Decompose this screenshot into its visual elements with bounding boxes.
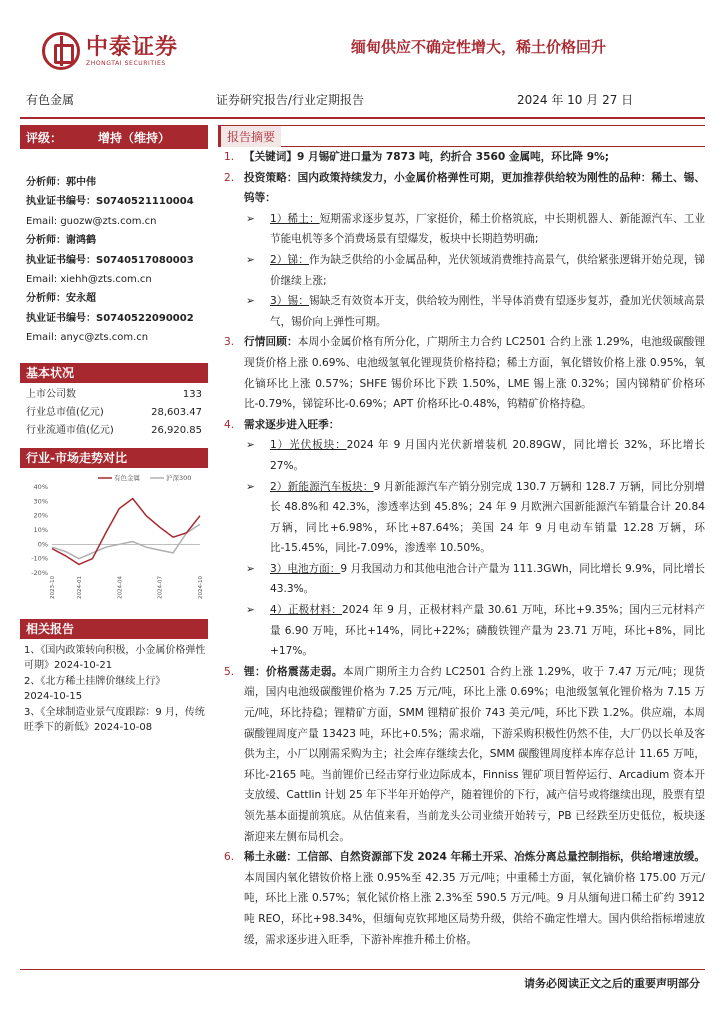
- bullet-arrow-icon: ➢: [246, 212, 255, 225]
- analyst-cert-label: 执业证书编号：: [26, 196, 96, 208]
- related-report-item[interactable]: [24, 643, 206, 674]
- analyst-list: [20, 173, 208, 348]
- item-text: 本周广期所主力合约 LC2501 合约上涨 1.29%，收于 7.47 万元/吨；现货端，国内电池级碳酸锂价格为 7.25 万元/吨，环比上涨 0.69%；电池级氢氧化锂价格为 7.15 万元/吨，环比持稳；锂精矿方面，SMM 锂精矿报价 743 美元/吨，环比下跌 1.2%。供应端，本周碳酸锂周度产量 13423 吨，环比+0.5%；需求端，下游采购积极性仍然不佳，大厂仍以长单及客供为主，小厂以刚需采购为主；社会库存继续去化，SMM 碳酸锂周度样本库存总计 11.65 万吨，环比-2165 吨。当前锂价已经击穿行业边际成本，Finniss 锂矿项目暂停运行、Arcadium 资本开支放缓、Cattlin 计划 25 年下半年开始停产，随着锂价的下行，减产信号或将继续出现，股票有望领先基本面提前筑底。从估值来看，当前龙头公司业绩开始转亏，PB 已经跌至历史低位，板块逐渐迎来左侧布局机会。: [244, 665, 706, 843]
- item-heading: 锂：价格震荡走弱。: [244, 665, 343, 678]
- stats-row: [26, 422, 202, 440]
- stats-value: 133: [182, 388, 202, 400]
- trend-heading: 行业-市场走势对比: [20, 448, 208, 468]
- stats-row: [26, 404, 202, 422]
- logo-en-text: ZHONGTAI SECURITIES: [86, 59, 166, 67]
- analyst-name-label: 分析师：: [26, 235, 66, 247]
- summary-item: [218, 662, 705, 847]
- related-report-date: 2024-10-08: [94, 722, 153, 734]
- analyst-name: 郭中伟: [66, 177, 96, 188]
- header-divider: [20, 117, 705, 119]
- summary-item: [218, 332, 705, 414]
- related-report-title[interactable]: 3、《全球制造业景气度跟踪：9 月，传统旺季下的新低》: [24, 706, 205, 734]
- analyst-name: 安永超: [66, 293, 96, 305]
- related-reports: [20, 639, 208, 737]
- y-tick-label: -20%: [31, 568, 48, 577]
- analyst-email-label: Email:: [26, 215, 58, 227]
- analyst-cert: S0740521110004: [96, 196, 194, 208]
- summary-tab-bar: [218, 125, 705, 147]
- item-heading: 稀土永磁：工信部、自然资源部下发 2024 年稀土开采、冶炼分离总量控制指标，供给增速放缓。: [244, 851, 705, 864]
- bullet-arrow-icon: ➢: [246, 604, 255, 617]
- related-report-item[interactable]: [24, 705, 206, 736]
- basic-status-heading: 基本状况: [20, 363, 208, 383]
- trend-chart: [20, 471, 208, 601]
- analyst-email-label: Email:: [26, 273, 58, 285]
- item-number: 3.: [224, 336, 235, 349]
- stats-label: 行业总市值(亿元): [26, 406, 104, 418]
- analyst-name-label: 分析师：: [26, 293, 66, 305]
- legend-label-index: 沪深300: [166, 473, 192, 482]
- logo-cn-text: 中泰证券: [86, 34, 179, 60]
- related-report-date: 2024-10-21: [54, 660, 113, 672]
- stats-row: [26, 386, 202, 404]
- sidebar: [20, 125, 208, 736]
- bullet-arrow-icon: ➢: [246, 295, 255, 308]
- item-heading: 行情回顾：: [244, 336, 298, 349]
- stats-label: 行业流通市值(亿元): [26, 424, 114, 436]
- rating-box: [20, 125, 208, 149]
- sub-item: [244, 250, 705, 291]
- sub-item-text: 2024 年 9 月国内光伏新增装机 20.89GW，同比增长 32%，环比增长 27%。: [270, 439, 705, 472]
- sub-item-label: 1）稀土：: [270, 212, 320, 225]
- related-report-item[interactable]: [24, 674, 206, 705]
- sub-item-text: 9 月新能源汽车产销分别完成 130.7 万辆和 128.7 万辆，同比分别增长 48.8%和 42.3%，渗透率达到 45.8%；24 年 9 月欧洲六国新能源汽车销量合计 20.84 万辆，同比+6.98%，环比+87.64%；美国 24 年 9 月电动车销量 12.28 万辆，环比-15.45%，同比-7.09%，渗透率 10.50%。: [270, 480, 706, 555]
- header-row: [0, 91, 724, 109]
- item-text: 本周小金属价格有所分化，广期所主力合约 LC2501 合约上涨 1.29%，电池级碳酸锂现货价格上涨 0.69%、电池级氢氧化锂现货价格持稳；稀土方面，氧化镨钕价格上涨 0.95%，氧化镝环比上涨 0.57%；SHFE 锡价环比下跌 1.50%，LME 锡上涨 0.32%；国内锑精矿价格环比-0.79%，锑锭环比-0.69%；APT 价格环比-0.48%，钨精矿价格持稳。: [244, 336, 706, 411]
- sub-item-label: 1）光伏板块：: [270, 439, 347, 452]
- x-tick-label: 2023-10: [50, 575, 56, 599]
- series-line-industry: [52, 498, 200, 564]
- summary-content: [218, 147, 705, 950]
- analyst-email-label: Email:: [26, 332, 58, 344]
- stats-value: 28,603.47: [151, 406, 202, 418]
- bullet-arrow-icon: ➢: [246, 253, 255, 266]
- summary-item: [218, 168, 705, 209]
- x-tick-label: 2024-01: [76, 575, 83, 599]
- sub-item-label: 4）正极材料：: [270, 604, 343, 617]
- rating-label: 评级：: [26, 130, 63, 145]
- sub-item-label: 3）锡：: [270, 295, 309, 308]
- stats-label: 上市公司数: [26, 388, 76, 400]
- summary-tab-label: 报告摘要: [218, 126, 281, 147]
- logo-mark-icon: [42, 32, 80, 70]
- report-date: 2024 年 10 月 27 日: [517, 93, 634, 107]
- y-tick-label: 0%: [37, 539, 48, 548]
- sub-item-text: 锡缺乏有效资本开支，供给较为刚性，半导体消费有望逐步复苏，叠加光伏领域高景气，锡价向上弹性可期。: [270, 295, 705, 328]
- analyst-name: 谢鸿鹤: [66, 235, 96, 247]
- series-line-index: [52, 524, 200, 558]
- y-tick-label: 10%: [33, 525, 48, 534]
- sub-item: [244, 209, 705, 250]
- item-heading: 投资策略：国内政策持续发力，小金属价格弹性可期，更加推荐供给较为刚性的品种：稀土、锡、钨等：: [244, 171, 705, 205]
- item-number: 4.: [224, 418, 235, 431]
- sub-item-text: 作为缺乏供给的小金属品种，光伏领域消费维持高景气，供给紧张逻辑开始兑现，锑价继续上涨;: [270, 253, 705, 287]
- report-type: 证券研究报告/行业定期报告: [216, 93, 365, 107]
- analyst-email[interactable]: xiehh@zts.com.cn: [60, 273, 152, 285]
- item-number: 2.: [224, 171, 235, 184]
- analyst-cert: S0740517080003: [96, 254, 194, 266]
- y-tick-label: 40%: [33, 482, 48, 491]
- bullet-arrow-icon: ➢: [246, 562, 255, 575]
- item-text: 本周国内氧化镨钕价格上涨 0.95%至 42.35 万元/吨；中重稀土方面，氧化镝价格 175.00 万元/吨，环比上涨 0.57%；氧化铽价格上涨 2.3%至 590.5 万元/吨。9 月从缅甸进口稀土矿约 3912 吨 REO，环比+98.34%，但缅甸克钦邦地区局势升级，供给不确定性增大。国内供给指标增速放缓，需求逐步进入旺季，下游补库推升稀土价格。: [244, 871, 705, 946]
- related-report-title[interactable]: 1、《国内政策转向积极，小金属价格弹性可期》: [24, 644, 206, 672]
- sub-item-text: 9 月我国动力和其他电池合计产量为 111.3GWh，同比增长 9.9%，同比增长 43.3%。: [270, 562, 705, 596]
- footer-divider: [20, 969, 705, 970]
- sub-item: [244, 477, 705, 559]
- sub-item-label: 3）电池方面：: [270, 562, 341, 575]
- y-tick-label: 20%: [33, 511, 48, 520]
- sub-item-text: 短期需求逐步复苏，厂家挺价，稀土价格筑底，中长期机器人、新能源汽车、工业节能电机等多个消费场景有望爆发，板块中长期趋势明确;: [270, 212, 705, 246]
- analyst-name-label: 分析师：: [26, 177, 66, 188]
- analyst-cert: S0740522090002: [96, 312, 194, 324]
- legend-label-industry: 有色金属: [114, 473, 140, 482]
- report-title: 缅甸供应不确定性增大，稀土价格回升: [350, 38, 606, 56]
- sub-item-label: 2）新能源汽车板块：: [270, 480, 374, 493]
- summary-item: [218, 415, 705, 436]
- sub-item-text: 2024 年 9 月，正极材料产量 30.61 万吨，环比+9.35%；国内三元材料产量 6.90 万吨，环比+14%，同比+22%；磷酸铁锂产量为 23.71 万吨，环比+8%，同比+17%。: [270, 604, 705, 658]
- y-tick-label: 30%: [33, 496, 48, 505]
- related-report-date: 2024-10-15: [24, 691, 83, 703]
- x-tick-label: 2024-10: [198, 575, 204, 599]
- stats-value: 26,920.85: [151, 424, 202, 436]
- trend-chart-svg: [20, 471, 208, 601]
- company-logo: [42, 32, 178, 70]
- summary-item: [218, 847, 705, 950]
- item-number: 1.: [224, 151, 235, 163]
- sub-item: [244, 600, 705, 662]
- item-number: 6.: [224, 851, 235, 864]
- bullet-arrow-icon: ➢: [246, 439, 255, 452]
- x-tick-label: 2024-04: [117, 575, 124, 599]
- analyst-email[interactable]: anyc@zts.com.cn: [60, 332, 149, 344]
- analyst-cert-label: 执业证书编号：: [26, 312, 96, 324]
- related-heading: 相关报告: [20, 619, 208, 639]
- sub-item: [244, 435, 705, 476]
- sub-item-label: 2）锑：: [270, 253, 309, 266]
- rating-value: 增持（维持）: [98, 130, 171, 145]
- analyst-email[interactable]: guozw@zts.com.cn: [60, 215, 157, 227]
- basic-status-table: [20, 383, 208, 440]
- analyst-cert-label: 执业证书编号：: [26, 254, 96, 266]
- item-heading: 【关键词】9 月锡矿进口量为 7873 吨，约折合 3560 金属吨，环比降 9%;: [244, 151, 609, 163]
- report-summary: [218, 125, 705, 950]
- x-tick-label: 2024-07: [157, 575, 164, 599]
- related-report-title[interactable]: 2、《北方稀土挂牌价继续上行》: [24, 675, 166, 687]
- y-tick-label: -10%: [31, 554, 48, 563]
- footer-disclaimer: 请务必阅读正文之后的重要声明部分: [524, 977, 700, 990]
- sub-item: [244, 559, 705, 600]
- summary-item: [218, 147, 705, 168]
- industry-label: 有色金属: [26, 93, 75, 107]
- item-number: 5.: [224, 665, 235, 678]
- bullet-arrow-icon: ➢: [246, 480, 255, 493]
- sub-item: [244, 291, 705, 332]
- item-heading: 需求逐步进入旺季：: [244, 418, 340, 431]
